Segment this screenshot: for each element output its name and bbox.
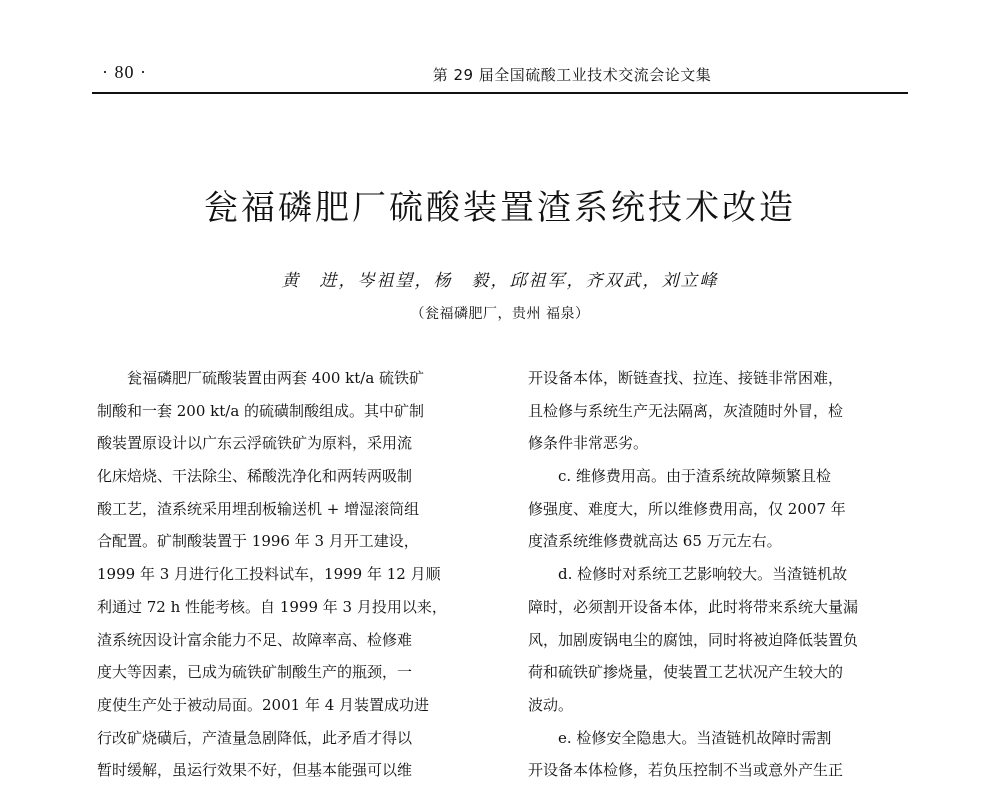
body-line: 利通过 72 h 性能考核。自 1999 年 3 月投用以来， xyxy=(97,597,447,616)
body-line: 障时，必须割开设备本体，此时将带来系统大量漏 xyxy=(528,597,859,616)
body-line: 荷和硫铁矿掺烧量，使装置工艺状况产生较大的 xyxy=(528,663,844,682)
body-line: 1999 年 3 月进行化工投料试车，1999 年 12 月顺 xyxy=(97,565,441,584)
body-line: d. 检修时对系统工艺影响较大。当渣链机故 xyxy=(558,565,848,584)
body-line: 瓮福磷肥厂硫酸装置由两套 400 kt/a 硫铁矿 xyxy=(127,369,425,387)
body-line: 酸装置原设计以广东云浮硫铁矿为原料，采用流 xyxy=(97,434,413,453)
affiliation: （瓮福磷肥厂，贵州 福泉） xyxy=(410,306,590,322)
page-number: · 80 · xyxy=(102,62,147,82)
authors: 黄 进，岑祖望，杨 毅，邱祖军，齐双武，刘立峰 xyxy=(281,271,719,291)
left-column xyxy=(97,362,477,787)
body-line: 渣系统因设计富余能力不足、故障率高、检修难 xyxy=(97,630,413,649)
body-line: 度大等因素，已成为硫铁矿制酸生产的瓶颈，一 xyxy=(97,663,413,682)
body-line: 开设备本体，断链查找、拉连、接链非常困难， xyxy=(528,369,844,387)
body-line: 化床焙烧、干法除尘、稀酸洗净化和两转两吸制 xyxy=(97,467,413,486)
body-line: 合配置。矿制酸装置于 1996 年 3 月开工建设， xyxy=(97,532,419,551)
header-rule xyxy=(92,92,908,94)
body-line: e. 检修安全隐患大。当渣链机故障时需割 xyxy=(558,728,832,747)
body-line: 度渣系统维修费就高达 65 万元左右。 xyxy=(528,532,782,551)
body-line: 开设备本体检修，若负压控制不当或意外产生正 xyxy=(528,761,844,780)
body-line: 波动。 xyxy=(528,695,574,714)
body-line: 且检修与系统生产无法隔离，灰渣随时外冒，检 xyxy=(528,401,844,420)
body-line: 行改矿烧磺后，产渣量急剧降低，此矛盾才得以 xyxy=(97,728,413,747)
body-line: 修强度、难度大，所以维修费用高，仅 2007 年 xyxy=(528,499,846,518)
journal-title: 第 29 届全国硫酸工业技术交流会论文集 xyxy=(432,66,712,84)
body-line: 暂时缓解，虽运行效果不好，但基本能强可以维 xyxy=(97,761,413,780)
body-line: 制酸和一套 200 kt/a 的硫磺制酸组成。其中矿制 xyxy=(97,401,425,420)
body-line: 度使生产处于被动局面。2001 年 4 月装置成功进 xyxy=(97,695,430,714)
body-line: 酸工艺，渣系统采用埋刮板输送机 + 增湿滚筒组 xyxy=(97,499,420,518)
body-line: 修条件非常恶劣。 xyxy=(528,434,649,453)
article-title: 瓮福磷肥厂硫酸装置渣系统技术改造 xyxy=(204,188,796,228)
body-line: 风，加剧废锅电尘的腐蚀，同时将被迫降低装置负 xyxy=(528,630,859,649)
running-header xyxy=(92,62,908,92)
right-column xyxy=(528,362,908,787)
body-line: c. 维修费用高。由于渣系统故障频繁且检 xyxy=(558,467,831,486)
